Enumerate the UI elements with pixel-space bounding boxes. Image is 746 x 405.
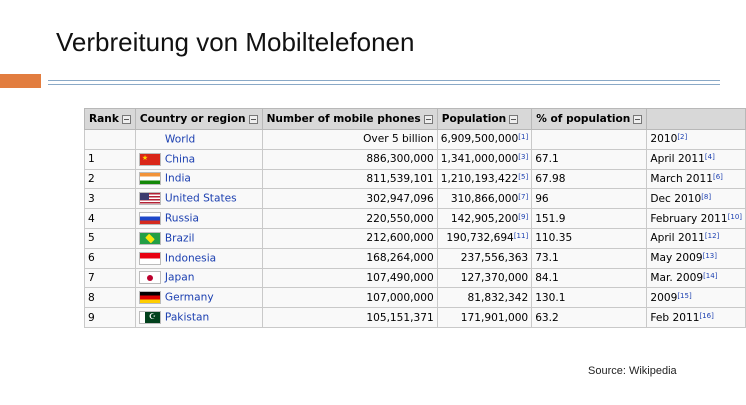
cell-population: 142,905,200[9] bbox=[437, 209, 531, 229]
mobile-phones-table-image bbox=[84, 108, 743, 330]
japan-flag-icon bbox=[139, 271, 161, 284]
brazil-flag-icon bbox=[139, 232, 161, 245]
mobile-phones-table bbox=[84, 108, 746, 328]
column-header-country[interactable]: Country or region bbox=[135, 109, 262, 130]
cell-country bbox=[135, 248, 262, 268]
cell-percent: 130.1 bbox=[532, 288, 647, 308]
reference-link[interactable]: [15] bbox=[677, 291, 692, 300]
cell-country bbox=[135, 149, 262, 169]
cell-percent: 63.2 bbox=[532, 308, 647, 328]
cell-country bbox=[135, 308, 262, 328]
russia-flag-icon bbox=[139, 212, 161, 225]
indonesia-flag-icon bbox=[139, 252, 161, 265]
cell-population: 1,341,000,000[3] bbox=[437, 149, 531, 169]
reference-link[interactable]: [1] bbox=[518, 133, 529, 142]
cell-rank: 2 bbox=[85, 169, 136, 189]
column-header-phones[interactable]: Number of mobile phones bbox=[262, 109, 437, 130]
cell-phones: 107,490,000 bbox=[262, 268, 437, 288]
cell-percent bbox=[532, 130, 647, 150]
cell-population: 237,556,363 bbox=[437, 248, 531, 268]
country-link[interactable]: Japan bbox=[164, 271, 195, 284]
reference-link[interactable]: [14] bbox=[703, 271, 718, 280]
column-header-rank[interactable]: Rank bbox=[85, 109, 136, 130]
cell-percent: 67.98 bbox=[532, 169, 647, 189]
table-row bbox=[85, 288, 746, 308]
pakistan-flag-icon bbox=[139, 311, 161, 324]
cell-phones: Over 5 billion bbox=[262, 130, 437, 150]
reference-link[interactable]: [4] bbox=[704, 153, 715, 162]
reference-link[interactable]: [12] bbox=[704, 232, 720, 241]
usa-flag-icon bbox=[139, 192, 161, 205]
cell-date: Mar. 2009[14] bbox=[647, 268, 746, 288]
cell-country bbox=[135, 189, 262, 209]
table-row bbox=[85, 228, 746, 248]
table-header-row bbox=[85, 109, 746, 130]
country-link[interactable]: Russia bbox=[164, 212, 199, 225]
cell-percent: 151.9 bbox=[532, 209, 647, 229]
reference-link[interactable]: [8] bbox=[701, 192, 712, 201]
country-link[interactable]: World bbox=[164, 133, 196, 146]
cell-rank: 6 bbox=[85, 248, 136, 268]
cell-phones: 107,000,000 bbox=[262, 288, 437, 308]
sort-icon[interactable] bbox=[424, 115, 433, 124]
table-row bbox=[85, 308, 746, 328]
divider-line-secondary bbox=[48, 84, 720, 85]
reference-link[interactable]: [11] bbox=[513, 232, 529, 241]
cell-date: March 2011[6] bbox=[647, 169, 746, 189]
cell-rank: 9 bbox=[85, 308, 136, 328]
cell-percent: 96 bbox=[532, 189, 647, 209]
sort-icon[interactable] bbox=[249, 115, 258, 124]
cell-population: 1,210,193,422[5] bbox=[437, 169, 531, 189]
cell-phones: 168,264,000 bbox=[262, 248, 437, 268]
cell-country bbox=[135, 169, 262, 189]
cell-date: February 2011[10] bbox=[647, 209, 746, 229]
cell-date: Dec 2010[8] bbox=[647, 189, 746, 209]
cell-rank: 5 bbox=[85, 228, 136, 248]
sort-icon[interactable] bbox=[509, 115, 518, 124]
cell-population: 81,832,342 bbox=[437, 288, 531, 308]
table-row-world bbox=[85, 130, 746, 150]
cell-population: 310,866,000[7] bbox=[437, 189, 531, 209]
cell-population: 127,370,000 bbox=[437, 268, 531, 288]
china-flag-icon bbox=[139, 153, 161, 166]
cell-phones: 212,600,000 bbox=[262, 228, 437, 248]
cell-population: 190,732,694[11] bbox=[437, 228, 531, 248]
cell-percent: 84.1 bbox=[532, 268, 647, 288]
cell-rank: 8 bbox=[85, 288, 136, 308]
cell-date: April 2011[4] bbox=[647, 149, 746, 169]
reference-link[interactable]: [2] bbox=[677, 133, 688, 142]
cell-rank bbox=[85, 130, 136, 150]
cell-country bbox=[135, 268, 262, 288]
table-row bbox=[85, 248, 746, 268]
cell-date: May 2009[13] bbox=[647, 248, 746, 268]
table-row bbox=[85, 149, 746, 169]
cell-phones: 302,947,096 bbox=[262, 189, 437, 209]
country-link[interactable]: Pakistan bbox=[164, 311, 210, 324]
germany-flag-icon bbox=[139, 291, 161, 304]
cell-population: 171,901,000 bbox=[437, 308, 531, 328]
slide-title: Verbreitung von Mobiltelefonen bbox=[56, 27, 415, 57]
table-row bbox=[85, 209, 746, 229]
country-link[interactable]: India bbox=[164, 172, 191, 185]
column-header-population[interactable]: Population bbox=[437, 109, 531, 130]
cell-rank: 7 bbox=[85, 268, 136, 288]
divider-line bbox=[48, 80, 720, 81]
cell-phones: 105,151,371 bbox=[262, 308, 437, 328]
cell-rank: 4 bbox=[85, 209, 136, 229]
cell-date: April 2011[12] bbox=[647, 228, 746, 248]
cell-population: 6,909,500,000[1] bbox=[437, 130, 531, 150]
reference-link[interactable]: [10] bbox=[727, 212, 743, 221]
cell-country bbox=[135, 130, 262, 150]
sort-icon[interactable] bbox=[633, 115, 642, 124]
cell-date: 2009[15] bbox=[647, 288, 746, 308]
reference-link[interactable]: [5] bbox=[518, 172, 529, 181]
table-row bbox=[85, 169, 746, 189]
country-link[interactable]: Germany bbox=[164, 291, 214, 304]
country-link[interactable]: China bbox=[164, 153, 196, 166]
cell-rank: 1 bbox=[85, 149, 136, 169]
table-row bbox=[85, 268, 746, 288]
cell-percent: 67.1 bbox=[532, 149, 647, 169]
source-note: Source: Wikipedia bbox=[588, 365, 677, 377]
cell-country bbox=[135, 228, 262, 248]
cell-percent: 110.35 bbox=[532, 228, 647, 248]
country-link[interactable]: Brazil bbox=[164, 232, 195, 245]
country-link[interactable]: Indonesia bbox=[164, 252, 217, 265]
cell-phones: 811,539,101 bbox=[262, 169, 437, 189]
column-header-date bbox=[647, 109, 746, 130]
cell-country bbox=[135, 209, 262, 229]
reference-link[interactable]: [16] bbox=[699, 311, 714, 320]
reference-link[interactable]: [7] bbox=[518, 192, 529, 201]
table-row bbox=[85, 189, 746, 209]
sort-icon[interactable] bbox=[122, 115, 131, 124]
cell-rank: 3 bbox=[85, 189, 136, 209]
reference-link[interactable]: [6] bbox=[712, 172, 723, 181]
cell-phones: 886,300,000 bbox=[262, 149, 437, 169]
column-header-percent[interactable]: % of population bbox=[532, 109, 647, 130]
cell-percent: 73.1 bbox=[532, 248, 647, 268]
india-flag-icon bbox=[139, 172, 161, 185]
reference-link[interactable]: [3] bbox=[518, 153, 529, 162]
cell-phones: 220,550,000 bbox=[262, 209, 437, 229]
cell-country bbox=[135, 288, 262, 308]
country-link[interactable]: United States bbox=[164, 192, 237, 205]
cell-date: Feb 2011[16] bbox=[647, 308, 746, 328]
cell-date: 2010[2] bbox=[647, 130, 746, 150]
accent-bar bbox=[0, 74, 41, 88]
reference-link[interactable]: [9] bbox=[518, 212, 529, 221]
reference-link[interactable]: [13] bbox=[702, 252, 717, 261]
